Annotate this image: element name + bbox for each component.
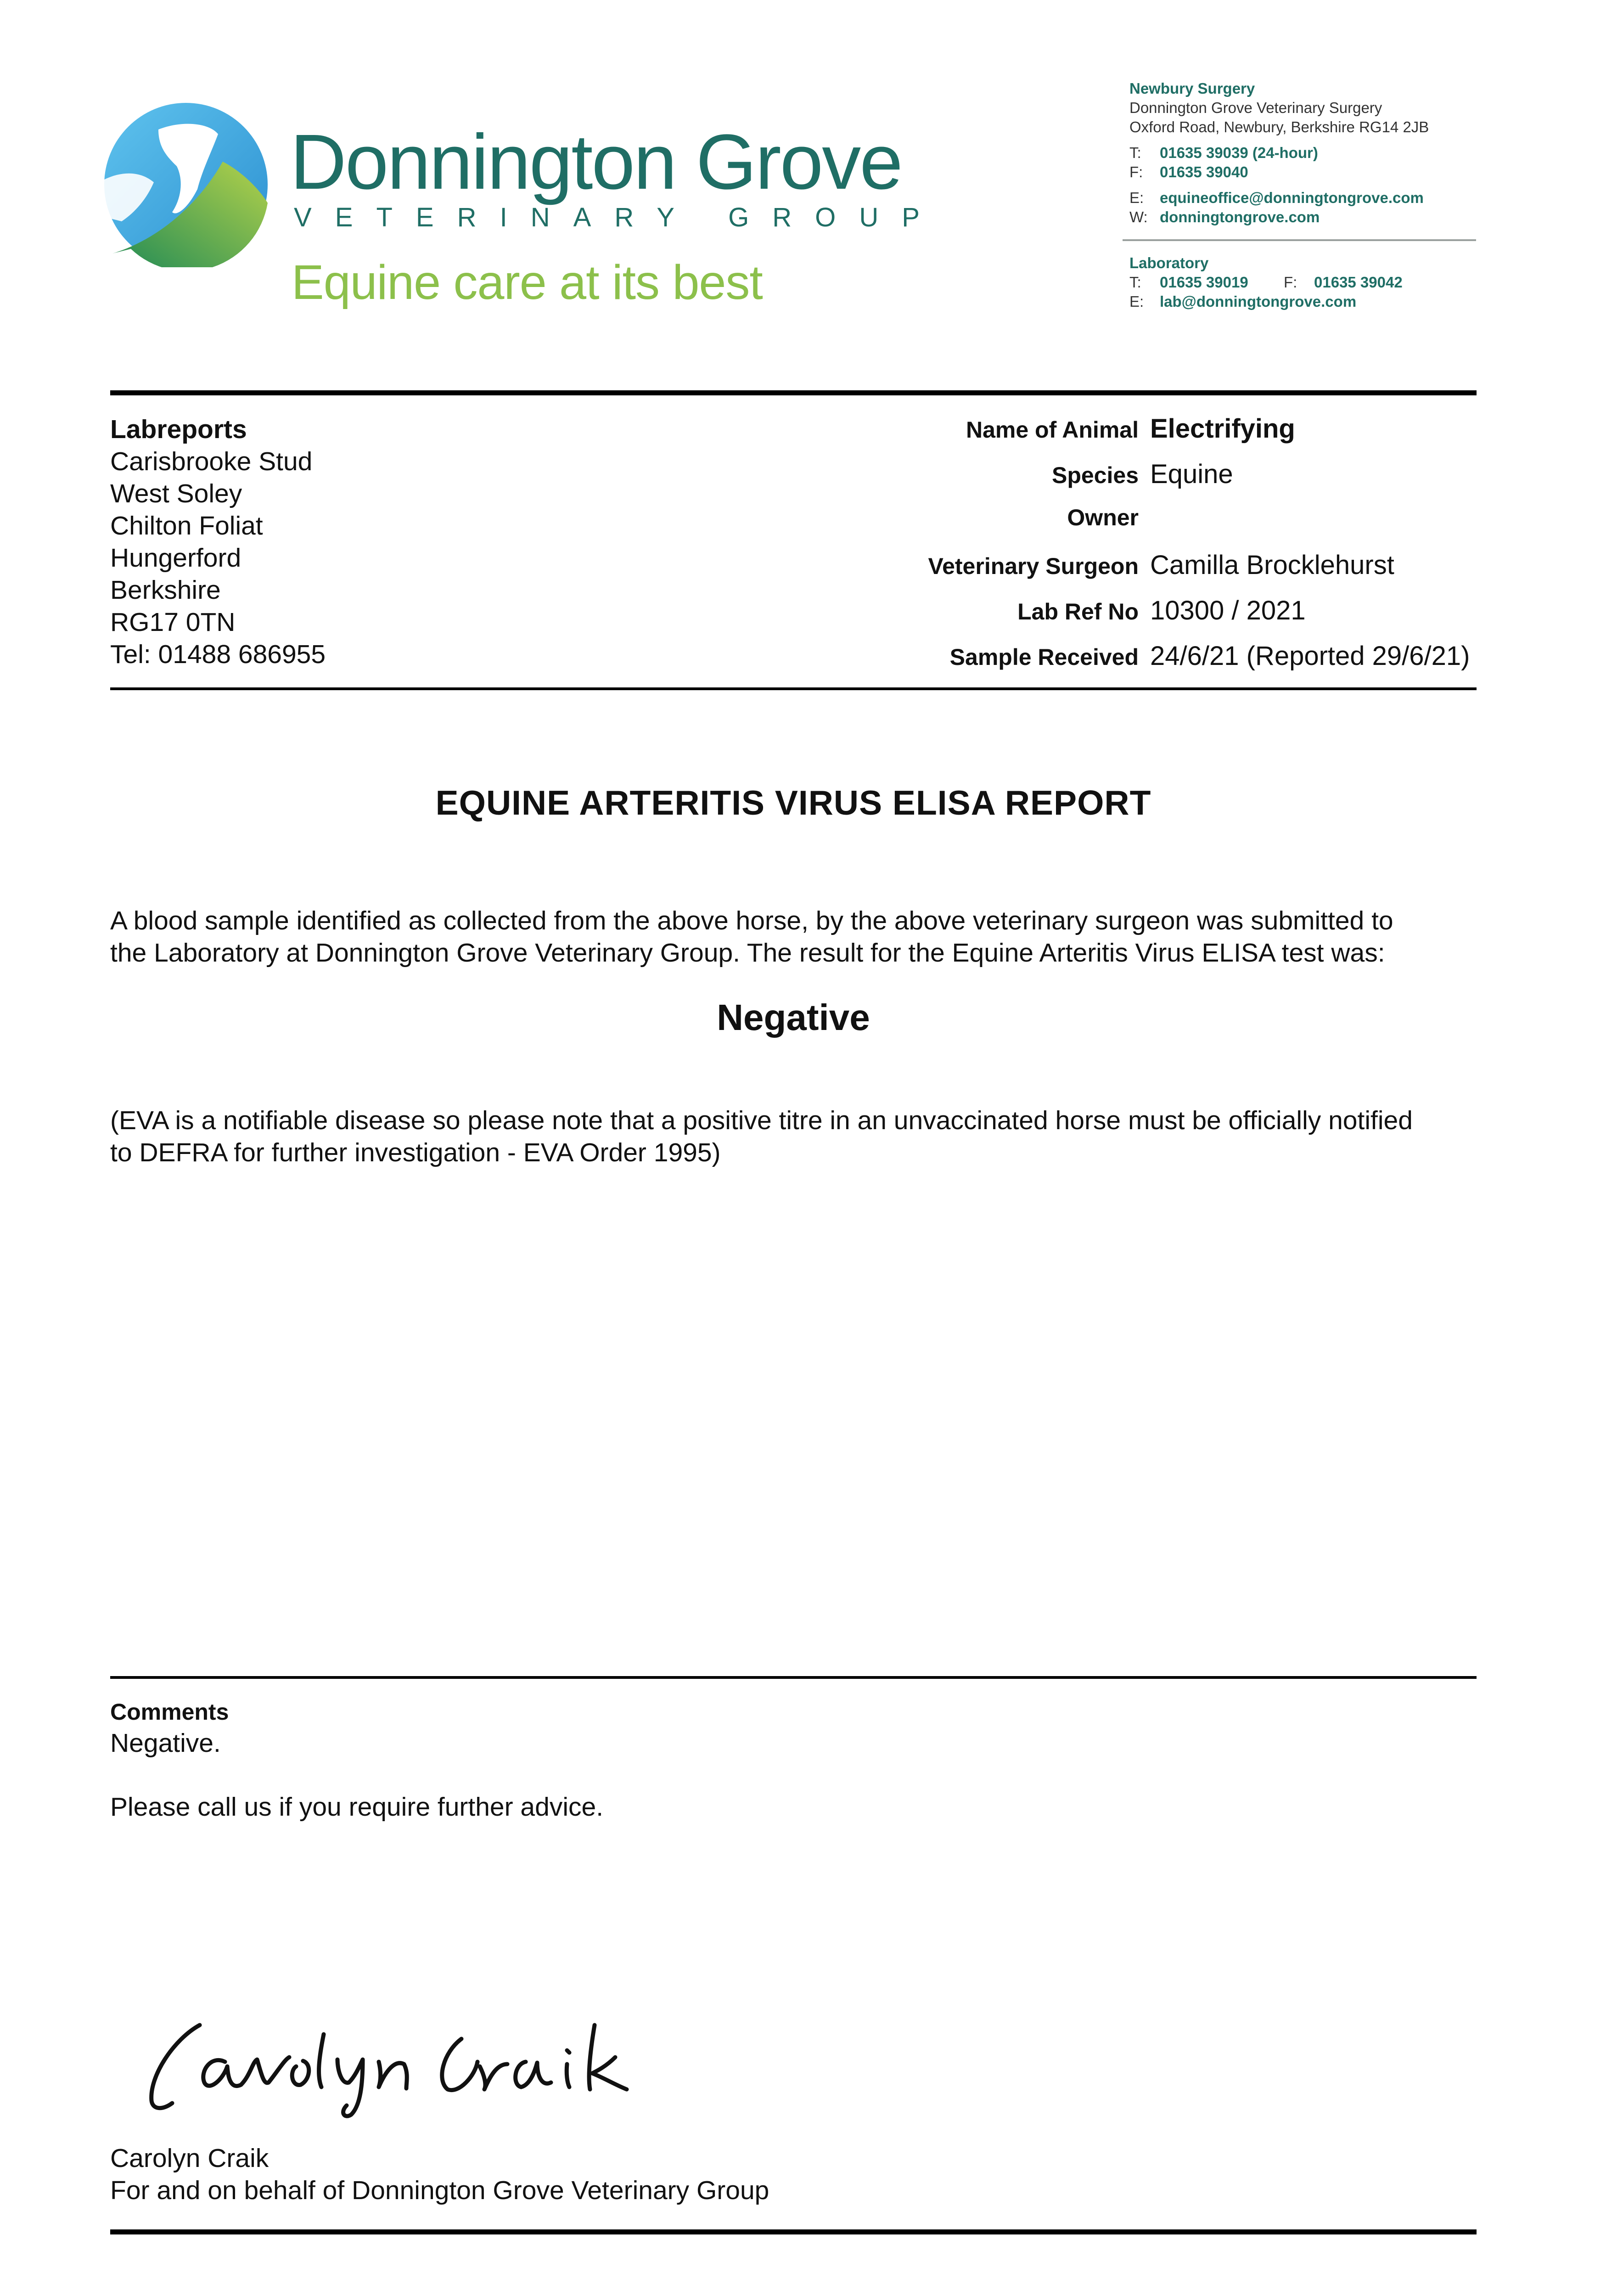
email-link[interactable]: equineoffice@donningtongrove.com	[1160, 189, 1424, 206]
detail-row-name	[781, 413, 1470, 459]
address-line: Chilton Foliat	[110, 511, 263, 540]
signatory-name: Carolyn Craik	[110, 2144, 269, 2173]
brand-subtitle: VETERINARY GROUP	[294, 203, 943, 232]
fax-number: 01635 39040	[1160, 163, 1248, 180]
detail-label: Name of Animal	[966, 417, 1139, 443]
contact-heading: Laboratory	[1129, 254, 1209, 271]
intro-line: the Laboratory at Donnington Grove Veterinary Group. The result for the Equine Arteritis Virus ELISA test was:	[110, 938, 1385, 968]
contact-line: Donnington Grove Veterinary Surgery	[1129, 99, 1382, 116]
contact-line: Oxford Road, Newbury, Berkshire RG14 2JB	[1129, 118, 1429, 135]
divider	[110, 390, 1477, 395]
report-title: EQUINE ARTERITIS VIRUS ELISA REPORT	[435, 783, 1151, 822]
signatory-role: For and on behalf of Donnington Grove Veterinary Group	[110, 2176, 769, 2205]
report-intro	[110, 905, 1488, 969]
fax-number: 01635 39042	[1314, 274, 1403, 291]
comments-section	[110, 1697, 229, 1759]
tel-label: T:	[1129, 274, 1141, 291]
detail-value: 10300 / 2021	[1150, 596, 1306, 625]
phone-number[interactable]: 01635 39039 (24-hour)	[1160, 144, 1318, 161]
report-note	[110, 1104, 1488, 1169]
detail-value: 24/6/21 (Reported 29/6/21)	[1150, 641, 1470, 671]
note-line: (EVA is a notifiable disease so please note that a positive titre in an unvaccinated horse must be officially notified	[110, 1106, 1413, 1135]
comments-text: Negative.	[110, 1728, 221, 1758]
email-link[interactable]: lab@donningtongrove.com	[1160, 293, 1357, 310]
divider	[110, 2229, 1477, 2234]
test-result: Negative	[717, 997, 870, 1038]
address-line: Berkshire	[110, 575, 221, 605]
detail-row-owner	[781, 504, 1470, 550]
detail-label: Species	[1051, 462, 1139, 488]
address-line: Carisbrooke Stud	[110, 447, 313, 476]
logo-icon	[103, 102, 269, 267]
animal-details	[781, 413, 1470, 686]
signatory-block	[110, 2142, 769, 2206]
divider	[110, 1676, 1477, 1679]
email-label: E:	[1129, 189, 1144, 206]
detail-label: Sample Received	[949, 644, 1139, 670]
email-label: E:	[1129, 293, 1144, 310]
phone-number[interactable]: 01635 39019	[1160, 274, 1248, 291]
detail-row-surgeon	[781, 550, 1470, 595]
fax-label: F:	[1284, 274, 1297, 291]
address-phone: Tel: 01488 686955	[110, 640, 326, 669]
client-address	[110, 413, 326, 670]
website-link[interactable]: donningtongrove.com	[1160, 208, 1320, 225]
address-line: Hungerford	[110, 543, 241, 573]
comments-label: Comments	[110, 1699, 229, 1725]
detail-label: Lab Ref No	[1017, 599, 1139, 625]
detail-value: Camilla Brocklehurst	[1150, 550, 1394, 580]
web-label: W:	[1129, 208, 1148, 225]
client-name: Labreports	[110, 415, 247, 444]
detail-label: Veterinary Surgeon	[928, 553, 1139, 579]
detail-row-species	[781, 459, 1470, 504]
detail-row-lab-ref	[781, 595, 1470, 641]
address-line: RG17 0TN	[110, 608, 236, 637]
intro-line: A blood sample identified as collected from the above horse, by the above veterinary surgeon was submitted to	[110, 906, 1393, 935]
divider	[110, 687, 1477, 690]
animal-name: Electrifying	[1150, 414, 1295, 444]
signature-image	[131, 2007, 714, 2122]
contact-laboratory	[1129, 253, 1403, 311]
detail-row-sample	[781, 641, 1470, 686]
contact-newbury	[1129, 79, 1429, 227]
brand-tagline: Equine care at its best	[292, 255, 763, 310]
address-line: West Soley	[110, 479, 242, 508]
tel-label: T:	[1129, 144, 1141, 161]
contact-heading: Newbury Surgery	[1129, 80, 1255, 97]
note-line: to DEFRA for further investigation - EVA Order 1995)	[110, 1138, 721, 1167]
advice-text: Please call us if you require further advice.	[110, 1792, 604, 1822]
contact-divider	[1123, 239, 1476, 241]
detail-value: Equine	[1150, 459, 1233, 489]
detail-label: Owner	[1067, 505, 1139, 530]
fax-label: F:	[1129, 163, 1143, 180]
brand-name: Donnington Grove	[290, 118, 902, 206]
